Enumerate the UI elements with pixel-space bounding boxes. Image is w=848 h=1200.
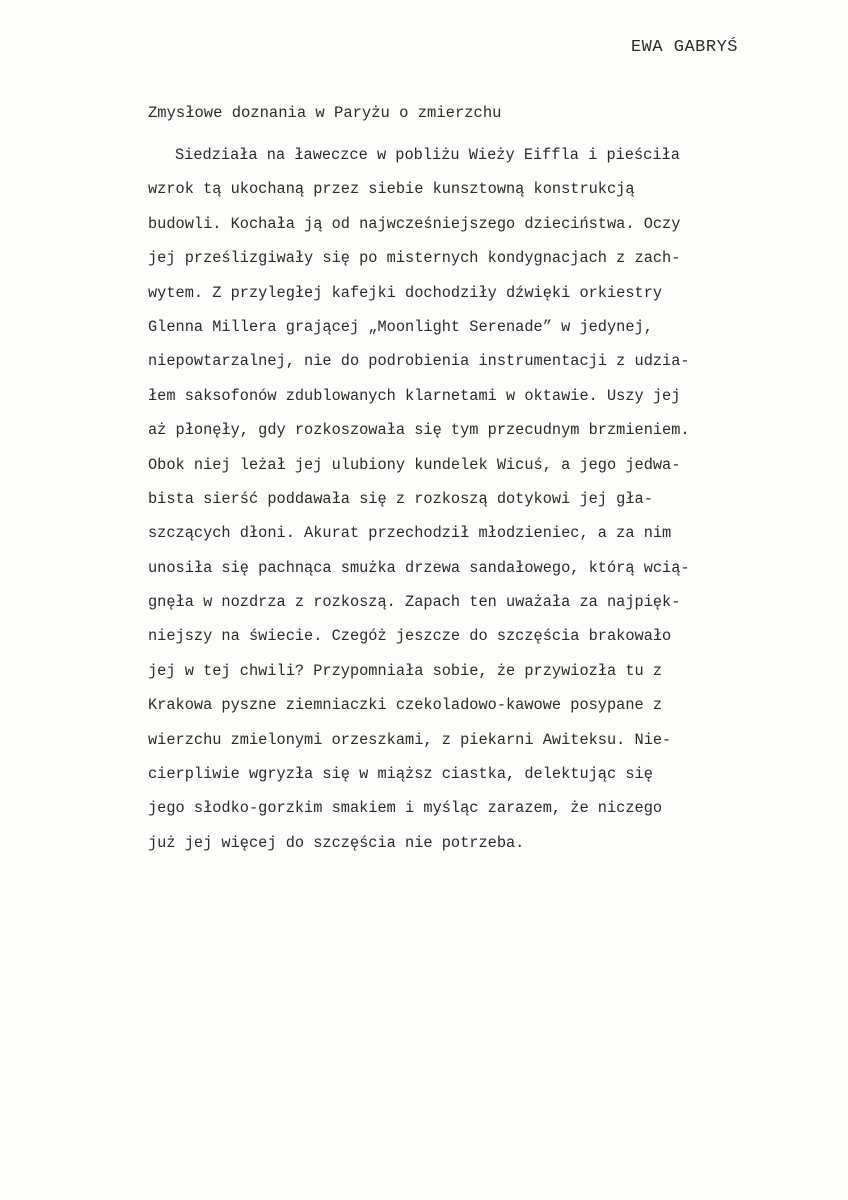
text-line: cierpliwie wgryzła się w miąższ ciastka, delektując się [148, 765, 653, 784]
text-line: niepowtarzalnej, nie do podrobienia instrumentacji z udzia- [148, 352, 690, 371]
text-line: wierzchu zmielonymi orzeszkami, z piekarni Awiteksu. Nie- [148, 730, 672, 749]
text-line: jej prześlizgiwały się po misternych kondygnacjach z zach- [148, 249, 681, 268]
text-line: budowli. Kochała ją od najwcześniejszego dzieciństwa. Oczy [148, 214, 681, 233]
text-line: szczących dłoni. Akurat przechodził młodzieniec, a za nim [148, 524, 672, 543]
text-line: gnęła w nozdrza z rozkoszą. Zapach ten uważała za najpięk- [148, 593, 681, 612]
text-line: bista sierść poddawała się z rozkoszą dotykowi jej gła- [148, 489, 653, 508]
body-text [148, 138, 760, 860]
text-line: wzrok tą ukochaną przez siebie kunsztowną konstrukcją [148, 180, 635, 199]
text-line: Krakowa pyszne ziemniaczki czekoladowo-kawowe posypane z [148, 696, 663, 715]
text-line: już jej więcej do szczęścia nie potrzeba. [148, 833, 525, 852]
text-line: niejszy na świecie. Czegóż jeszcze do szczęścia brakowało [148, 627, 672, 646]
text-line: Obok niej leżał jej ulubiony kundelek Wicuś, a jego jedwa- [148, 455, 681, 474]
author-name: EWA GABRYŚ [630, 38, 738, 57]
text-line: jej w tej chwili? Przypomniała sobie, że przywiozła tu z [148, 661, 663, 680]
text-line: unosiła się pachnąca smużka drzewa sandałowego, którą wcią- [148, 558, 690, 577]
text-line: Glenna Millera grającej „Moonlight Serenade” w jedynej, [148, 317, 653, 336]
document-title: Zmysłowe doznania w Paryżu o zmierzchu [148, 104, 502, 122]
text-line: aż płonęły, gdy rozkoszowała się tym przecudnym brzmieniem. [148, 421, 690, 440]
text-line: wytem. Z przyległej kafejki dochodziły dźwięki orkiestry [148, 283, 663, 302]
text-line: łem saksofonów zdublowanych klarnetami w oktawie. Uszy jej [148, 386, 681, 405]
text-line: jego słodko-gorzkim smakiem i myśląc zarazem, że niczego [148, 799, 663, 818]
text-line: Siedziała na ławeczce w pobliżu Wieży Eiffla i pieściła [175, 146, 680, 164]
